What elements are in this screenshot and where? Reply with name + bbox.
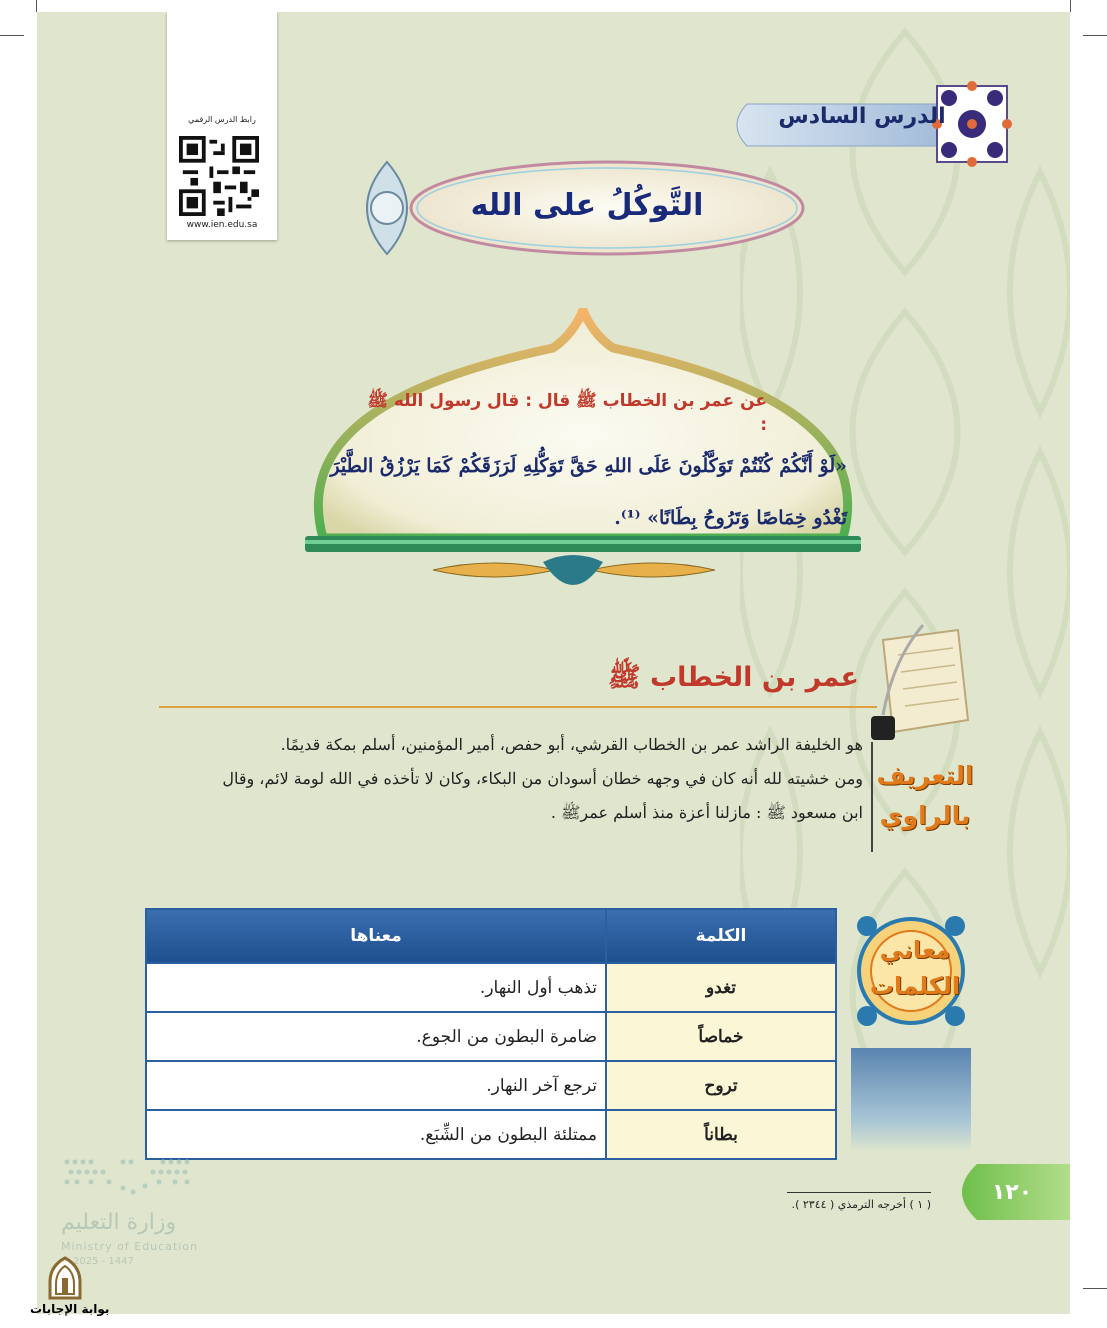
table-row [146,1110,836,1159]
hadith-intro: عن عمر بن الخطاب ﷺ قال : قال رسول الله ﷺ : [367,391,767,435]
words-label-line-2: الكلمات [869,972,961,1000]
table-row [146,1061,836,1110]
crop-mark [1083,1288,1107,1289]
hadith-text [307,440,847,544]
ministry-name-en: Ministry of Education [61,1240,199,1253]
meaning-cell: ترجع آخر النهار. [146,1061,606,1110]
crop-mark [36,0,37,12]
narrator-label-line-1: التعريف [876,761,974,790]
page-number: ١٢٠ [991,1180,1033,1205]
table-header-row [146,909,836,963]
narrator-heading: عمر بن الخطاب ﷺ [607,662,859,693]
crop-mark [0,35,24,36]
hadith-line-1: «لَوْ أَنَّكُمْ كُنْتُمْ تَوَكَّلُونَ عَلَى اللهِ حَقَّ تَوَكُّلِهِ لَرَزَقَكُمْ كَمَا يَرْزُقُ الطَّيْرَ [330,455,847,477]
lesson-title: التَّوكُلُ على الله [470,188,704,223]
narrator-label [875,756,975,836]
heading-divider [159,706,877,708]
table-row [146,1012,836,1061]
footnote-divider [787,1192,931,1193]
qr-url: www.ien.edu.sa [186,220,258,230]
narrator-bio [157,728,863,830]
ministry-name-ar: وزارة التعليم [61,1210,177,1235]
header-word: الكلمة [606,909,836,963]
qr-title: رابط الدرس الرقمي [188,115,256,124]
scroll-quill-icon [863,620,973,750]
textbook-page [37,12,1070,1314]
narrator-bio-line-3: ابن مسعود ﷺ : مازلنا أعزة منذ أسلم عمرﷺ . [550,803,863,822]
word-meanings-table [145,908,837,1160]
portal-logo-icon[interactable] [44,1256,86,1300]
crop-mark [1070,0,1071,12]
words-label [855,932,975,1004]
words-label-line-1: معاني [879,936,951,964]
qr-card [167,12,277,240]
table-row [146,963,836,1012]
narrator-label-line-2: بالراوي [879,801,971,830]
ministry-logo-icon [63,1158,195,1202]
word-cell: تروح [606,1061,836,1110]
portal-name[interactable]: بوابة الإجابات [30,1302,110,1316]
meaning-cell: ممتلئة البطون من الشِّبَع. [146,1110,606,1159]
qr-code[interactable] [179,136,259,216]
word-cell: خماصاً [606,1012,836,1061]
word-cell: بطاناً [606,1110,836,1159]
meaning-cell: ضامرة البطون من الجوع. [146,1012,606,1061]
sky-image [851,1048,971,1152]
header-meaning: معناها [146,909,606,963]
footnote: ( ١ ) أخرجه الترمذي ( ٢٣٤٤ ). [791,1198,931,1211]
crop-mark [1083,35,1107,36]
narrator-bio-line-1: هو الخليفة الراشد عمر بن الخطاب القرشي، أبو حفص، أمير المؤمنين، أسلم بمكة قديمًا. [280,735,863,754]
narrator-bio-line-2: ومن خشيته لله أنه كان في وجهه خطان أسودان من البكاء، وكان لا تأخذه في الله لومة لائم، وقال [222,769,863,788]
meaning-cell: تذهب أول النهار. [146,963,606,1012]
lesson-number-label: الدرس السادس [778,104,946,129]
ministry-year: 2025 - 1447 [73,1256,134,1267]
word-cell: تغدو [606,963,836,1012]
narrator-divider [871,742,873,852]
hadith-line-2: تَغْدُو خِمَاصًا وَتَرُوحُ بِطَانًا» ⁽¹⁾. [614,507,847,529]
